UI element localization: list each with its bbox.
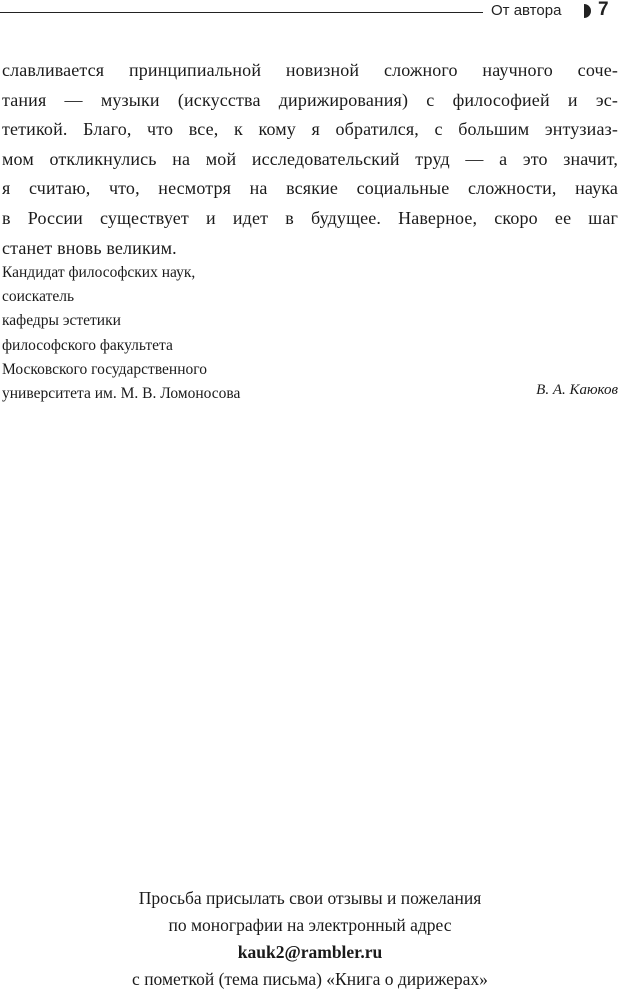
half-circle-marker-icon xyxy=(584,4,591,18)
body-line: тетикой. Благо, что все, к кому я обратился, с большим энтузиаз- xyxy=(2,119,618,140)
request-line: с пометкой (тема письма) «Книга о дирижерах» xyxy=(132,969,488,989)
header-rule xyxy=(0,12,483,13)
feedback-request xyxy=(0,885,620,993)
author-signature-name: В. А. Каюков xyxy=(536,382,618,398)
body-line: в России существует и идет в будущее. Наверное, скоро ее шаг xyxy=(2,207,618,228)
affiliation-line: философского факультета xyxy=(2,336,173,354)
body-paragraph xyxy=(2,56,618,263)
body-line: я считаю, что, несмотря на всякие социальные сложности, наука xyxy=(2,178,618,199)
running-header xyxy=(0,0,620,26)
affiliation-line: Московского государственного xyxy=(2,360,207,378)
body-line: мом откликнулись на мой исследовательский труд — а это значит, xyxy=(2,148,618,169)
affiliation-line: кафедры эстетики xyxy=(2,312,121,330)
request-line: Просьба присылать свои отзывы и пожелания xyxy=(138,888,482,908)
author-affiliation xyxy=(2,261,618,406)
header-section-title: От автора xyxy=(491,2,562,19)
body-line: станет вновь великим. xyxy=(2,237,177,258)
body-line: тания — музыки (искусства дирижирования) с философией и эс- xyxy=(2,89,618,110)
page-number: 7 xyxy=(598,0,609,20)
affiliation-line: соискатель xyxy=(2,288,75,306)
affiliation-line: Кандидат философских наук, xyxy=(2,264,196,281)
affiliation-line: университета им. М. В. Ломоносова xyxy=(2,385,241,403)
request-line: по монографии на электронный адрес xyxy=(168,915,452,935)
body-line: славливается принципиальной новизной сложного научного соче- xyxy=(2,60,618,80)
contact-email: kauk2@rambler.ru xyxy=(237,942,383,962)
